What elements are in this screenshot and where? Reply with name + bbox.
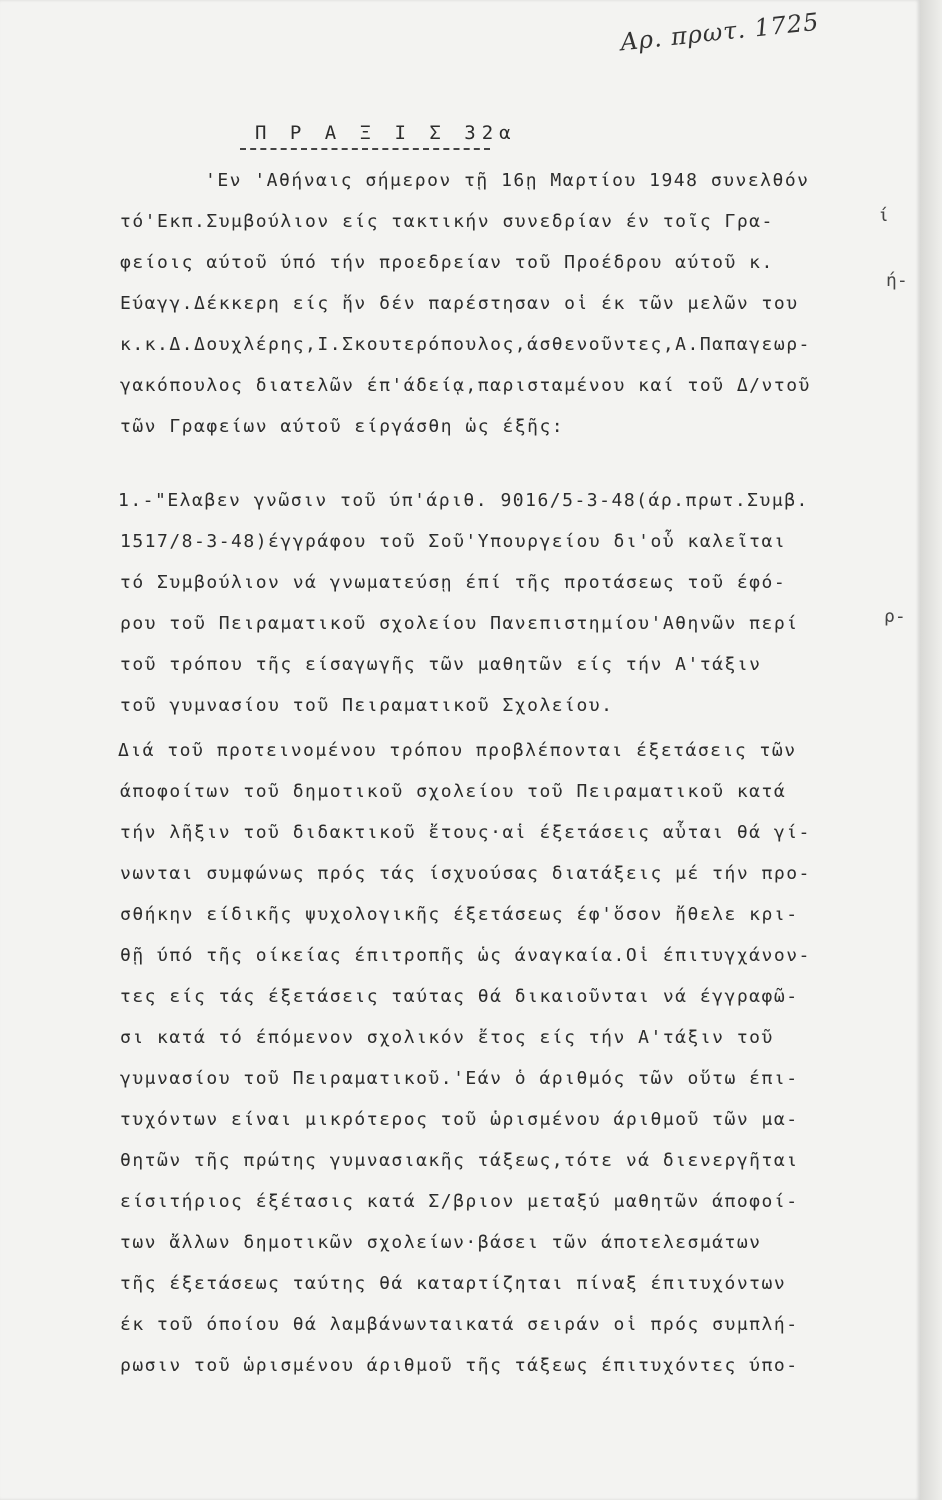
intro-line: τῶν Γραφείων αύτοῦ είργάσθη ὡς έξῆς: (120, 416, 565, 437)
handwritten-protocol-number: Αρ. πρωτ. 1725 (619, 7, 821, 57)
body-line: γυμνασίου τοῦ Πειραματικοῦ.'Εάν ὁ άριθμός τῶν οὕτω έπι- (120, 1068, 799, 1089)
body-line: θητῶν τῆς πρώτης γυμνασιακῆς τάξεως,τότε νά διενεργῆται (120, 1150, 799, 1171)
intro-line: γακόπουλος διατελῶν έπ'άδείᾳ,παρισταμένου καί τοῦ Δ/ντοῦ (120, 375, 811, 396)
body-line: τῆς έξετάσεως ταύτης θά καταρτίζηται πίναξ έπιτυχόντων (120, 1273, 787, 1294)
body-line: ρωσιν τοῦ ὡρισμένου άριθμοῦ τῆς τάξεως έπιτυχόντες ύπο- (120, 1355, 799, 1376)
body-line: σι κατά τό έπόμενον σχολικόν ἔτος είς τήν Α'τάξιν τοῦ (120, 1027, 774, 1048)
body-line: των ἄλλων δημοτικῶν σχολείων·βάσει τῶν άποτελεσμάτων (120, 1232, 762, 1253)
item1-line: τοῦ τρόπου τῆς είσαγωγῆς τῶν μαθητῶν είς τήν Α'τάξιν (120, 654, 762, 675)
intro-line: τό'Εκπ.Συμβούλιον είς τακτικήν συνεδρίαν έν τοῖς Γρα- (120, 211, 774, 232)
item1-line: τό Συμβούλιον νά γνωματεύσῃ έπί τῆς προτάσεως τοῦ έφό- (120, 572, 787, 593)
item1-line: τοῦ γυμνασίου τοῦ Πειραματικοῦ Σχολείου. (120, 695, 614, 716)
margin-mark: ί (878, 205, 889, 226)
title-underline (240, 148, 490, 150)
body-line: θῇ ύπό τῆς οίκείας έπιτροπῆς ὡς άναγκαία.Οἱ έπιτυγχάνον- (120, 945, 811, 966)
margin-mark: ρ- (884, 606, 906, 627)
adjacent-page-edge (920, 0, 942, 1500)
item1-line: ρου τοῦ Πειραματικοῦ σχολείου Πανεπιστημίου'Αθηνῶν περί (120, 613, 799, 634)
body-line: τυχόντων είναι μικρότερος τοῦ ὡρισμένου άριθμοῦ τῶν μα- (120, 1109, 799, 1130)
item1-line: 1.-"Ελαβεν γνῶσιν τοῦ ύπ'άριθ. 9016/5-3-48(άρ.πρωτ.Συμβ. (118, 490, 809, 511)
body-line: Διά τοῦ προτεινομένου τρόπου προβλέπονται έξετάσεις τῶν (118, 740, 797, 761)
body-line: σθήκην είδικῆς ψυχολογικῆς έξετάσεως έφ'ὅσον ἤθελε κρι- (120, 904, 799, 925)
body-line: τες είς τάς έξετάσεις ταύτας θά δικαιοῦνται νά έγγραφῶ- (120, 986, 799, 1007)
body-line: τήν λῆξιν τοῦ διδακτικοῦ ἔτους·αἱ έξετάσεις αὗται θά γί- (120, 822, 811, 843)
intro-line: 'Εν 'Αθήναις σήμερον τῇ 16ῃ Μαρτίου 1948 συνελθόν (205, 170, 810, 191)
intro-line: κ.κ.Δ.Δουχλέρης,Ι.Σκουτερόπουλος,άσθενοῦντες,Α.Παπαγεωρ- (120, 334, 811, 355)
intro-line: Εύαγγ.Δέκκερη είς ἥν δέν παρέστησαν οἱ έκ τῶν μελῶν του (120, 293, 799, 314)
margin-mark: ή- (886, 270, 908, 291)
document-title: Π Ρ Α Ξ Ι Σ 32α (255, 122, 517, 144)
body-line: είσιτήριος έξέτασις κατά Σ/βριον μεταξύ μαθητῶν άποφοί- (120, 1191, 799, 1212)
item1-line: 1517/8-3-48)έγγράφου τοῦ Σοῦ'Υπουργείου δι'οὗ καλεῖται (120, 531, 787, 552)
intro-line: φείοις αύτοῦ ύπό τήν προεδρείαν τοῦ Προέδρου αύτοῦ κ. (120, 252, 774, 273)
body-line: έκ τοῦ όποίου θά λαμβάνωνταικατά σειράν οἱ πρός συμπλή- (120, 1314, 799, 1335)
body-line: άποφοίτων τοῦ δημοτικοῦ σχολείου τοῦ Πειραματικοῦ κατά (120, 781, 787, 802)
body-line: νωνται συμφώνως πρός τάς ίσχυούσας διατάξεις μέ τήν προ- (120, 863, 811, 884)
